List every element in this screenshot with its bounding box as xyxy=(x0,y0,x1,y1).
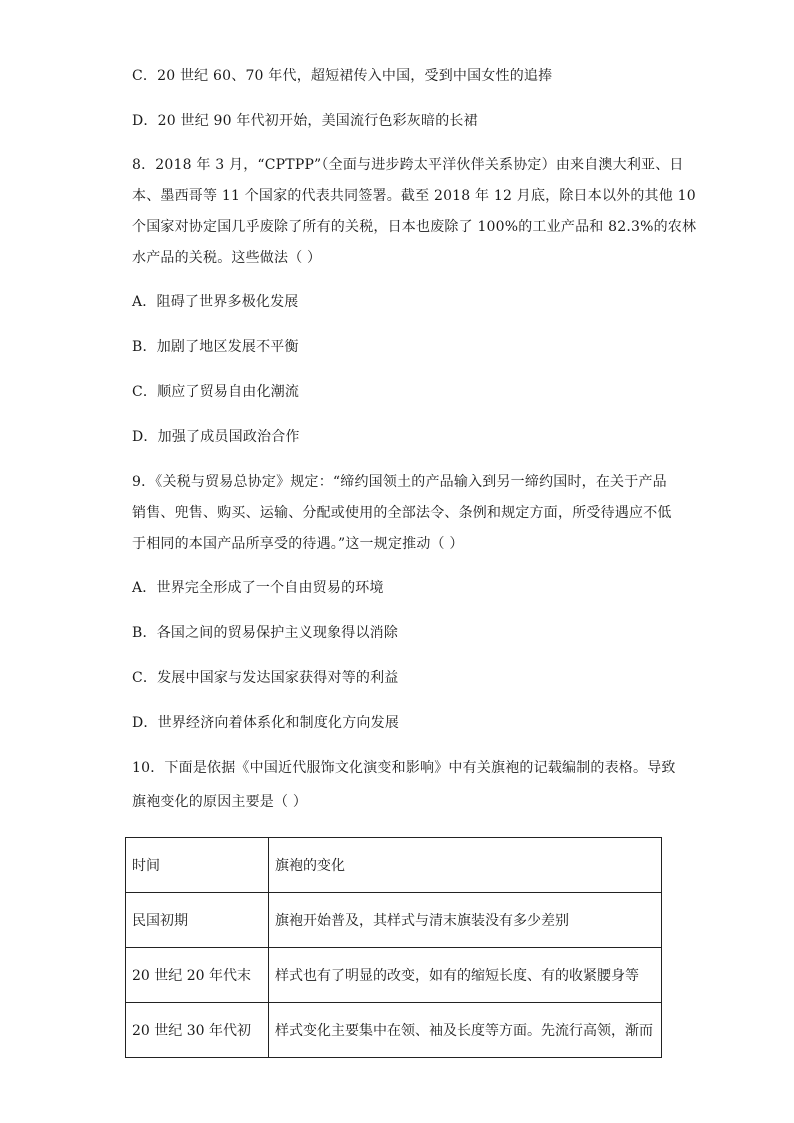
qipao-table xyxy=(125,837,662,1058)
table-cell-change: 样式也有了明显的改变，如有的缩短长度、有的收紧腰身等 xyxy=(269,948,662,1003)
q9-option-b: B．各国之间的贸易保护主义现象得以消除 xyxy=(132,625,399,641)
table-header-change: 旗袍的变化 xyxy=(269,838,662,893)
table-header-time: 时间 xyxy=(126,838,269,893)
q7-option-c: C．20 世纪 60、70 年代，超短裙传入中国，受到中国女性的追捧 xyxy=(132,68,553,84)
table-cell-time: 20 世纪 20 年代末 xyxy=(126,948,269,1003)
q9-option-c: C．发展中国家与发达国家获得对等的利益 xyxy=(132,670,399,686)
table-cell-change: 样式变化主要集中在领、袖及长度等方面。先流行高领，渐而 xyxy=(269,1003,662,1058)
q10-stem-line-1: 10．下面是依据《中国近代服饰文化演变和影响》中有关旗袍的记载编制的表格。导致 xyxy=(132,760,676,776)
q9-option-d: D．世界经济向着体系化和制度化方向发展 xyxy=(132,715,400,731)
table-cell-time: 民国初期 xyxy=(126,893,269,948)
q8-stem-line-4: 水产品的关税。这些做法（ ） xyxy=(132,250,322,266)
q8-stem-line-3: 个国家对协定国几乎废除了所有的关税，日本也废除了 100%的工业产品和 82.3%的农林 xyxy=(132,219,697,235)
q9-stem-line-2: 销售、兜售、购买、运输、分配或使用的全部法令、条例和规定方面，所受待遇应不低 xyxy=(132,505,672,521)
table-cell-change: 旗袍开始普及，其样式与清末旗装没有多少差别 xyxy=(269,893,662,948)
q9-option-a: A．世界完全形成了一个自由贸易的环境 xyxy=(132,580,384,596)
table-row xyxy=(126,893,662,948)
q8-stem-line-2: 本、墨西哥等 11 个国家的代表共同签署。截至 2018 年 12 月底，除日本以外的其他 10 xyxy=(132,188,696,204)
q7-option-d: D．20 世纪 90 年代初开始，美国流行色彩灰暗的长裙 xyxy=(132,113,478,129)
table-row xyxy=(126,948,662,1003)
q8-option-d: D．加强了成员国政治合作 xyxy=(132,429,300,445)
table-header-row xyxy=(126,838,662,893)
table-cell-time: 20 世纪 30 年代初 xyxy=(126,1003,269,1058)
q8-option-b: B．加剧了地区发展不平衡 xyxy=(132,339,299,355)
q9-stem-line-1: 9．《关税与贸易总协定》规定：“缔约国领土的产品输入到另一缔约国时，在关于产品 xyxy=(132,474,667,490)
q10-stem-line-2: 旗袍变化的原因主要是（ ） xyxy=(132,794,308,810)
q8-option-c: C．顺应了贸易自由化潮流 xyxy=(132,384,300,400)
q8-option-a: A．阻碍了世界多极化发展 xyxy=(132,294,299,310)
q8-stem-line-1: 8．2018 年 3 月，“CPTPP”（全面与进步跨太平洋伙伴关系协定）由来自澳大利亚、日 xyxy=(132,157,684,173)
table-row xyxy=(126,1003,662,1058)
q9-stem-line-3: 于相同的本国产品所享受的待遇。”这一规定推动（ ） xyxy=(132,536,464,552)
